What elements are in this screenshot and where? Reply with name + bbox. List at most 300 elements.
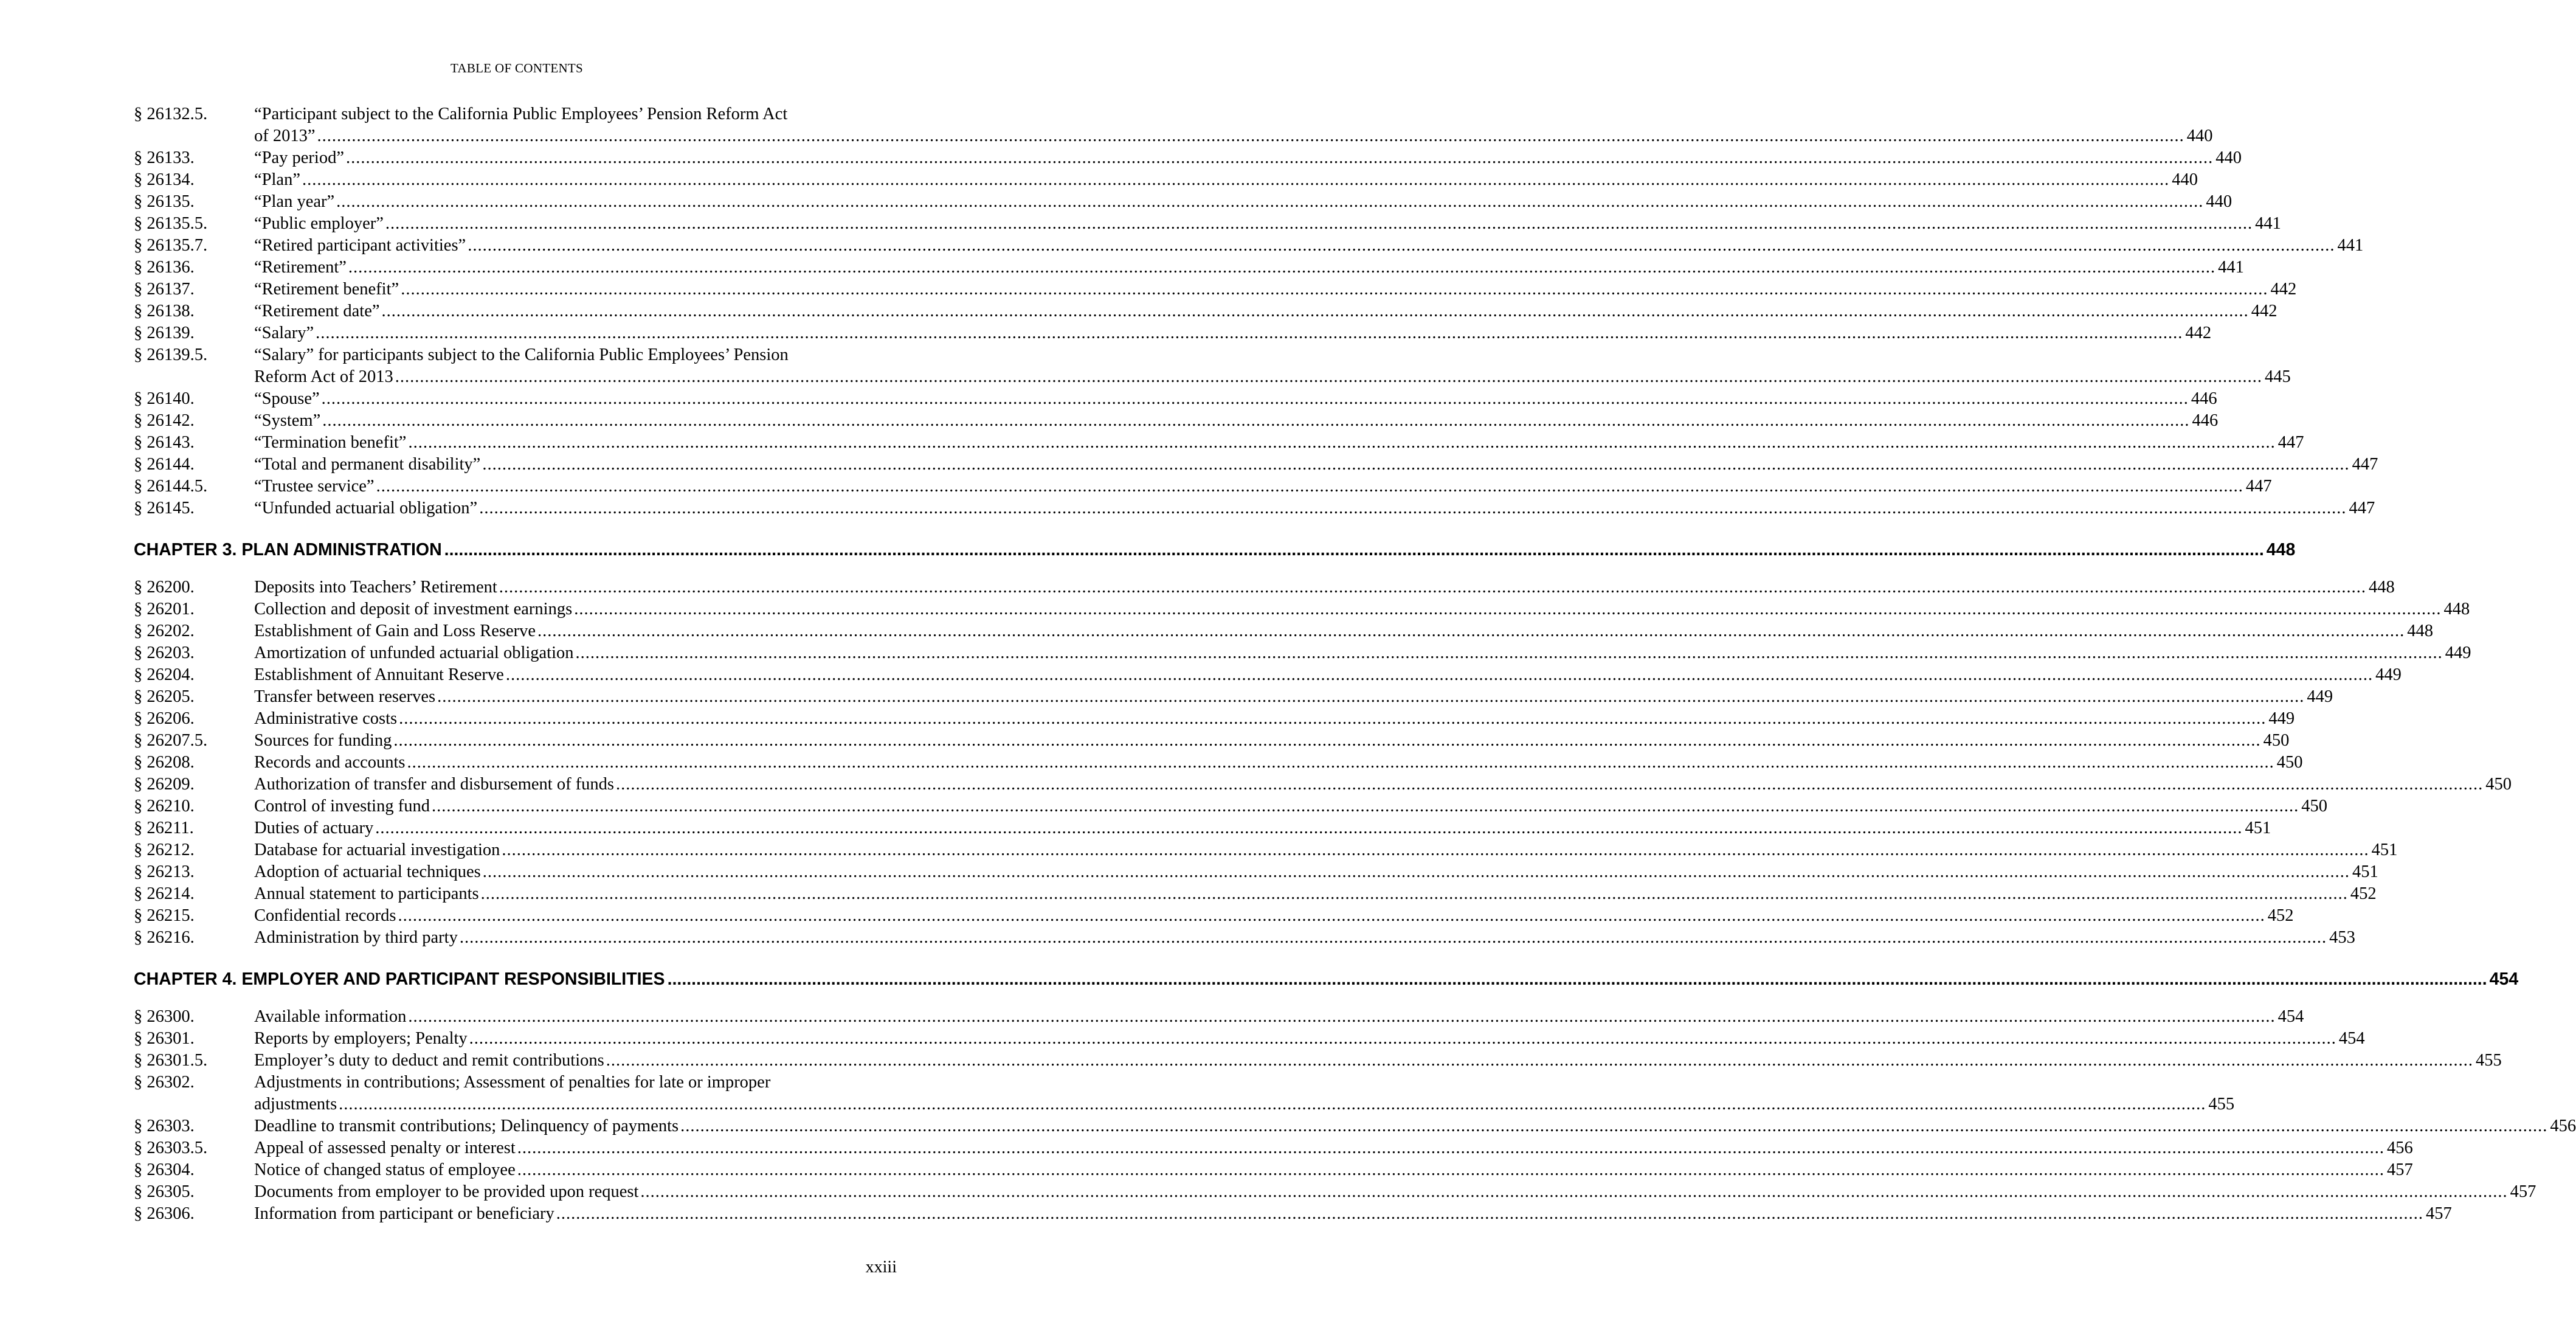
entry-line (254, 620, 2434, 642)
dot-leader: .......................................................................................................................................................................................................................................................................................................................................................................................... (517, 1160, 2384, 1179)
entry-page-number: 450 (2263, 731, 2290, 750)
section-number: § 26302. (134, 1073, 195, 1092)
entry-body (254, 1181, 2536, 1203)
entry-title: adjustments (254, 1095, 337, 1114)
entry-line (254, 300, 2277, 322)
entry-line (254, 1028, 2365, 1050)
toc-entry[interactable] (134, 279, 2297, 300)
entry-line (254, 927, 2355, 949)
entry-page-number: 455 (2208, 1095, 2235, 1114)
spacer (134, 561, 897, 577)
entry-page-number: 448 (2407, 622, 2434, 640)
section-number: § 26201. (134, 600, 195, 619)
dot-leader: .......................................................................................................................................................................................................................................................................................................................................................................................... (468, 236, 2335, 255)
entry-line (254, 497, 2375, 519)
entry-title: Documents from employer to be provided upon request (254, 1182, 639, 1201)
section-number: § 26140. (134, 389, 195, 408)
dot-leader: .......................................................................................................................................................................................................................................................................................................................................................................................... (381, 302, 2249, 321)
entry-line (254, 664, 2402, 686)
entry-page-number: 457 (2426, 1204, 2452, 1223)
toc-entry[interactable] (134, 322, 2212, 344)
entry-line (254, 861, 2378, 883)
section-number: § 26207.5. (134, 731, 208, 750)
toc-entry[interactable] (134, 664, 2402, 686)
section-number: § 26135. (134, 192, 195, 211)
entry-body (254, 497, 2375, 519)
entry-title: Establishment of Gain and Loss Reserve (254, 622, 536, 640)
entry-page-number: 448 (2443, 600, 2470, 619)
entry-title: Deposits into Teachers’ Retirement (254, 578, 497, 597)
section-number: § 26132.5. (134, 105, 208, 123)
entry-body (254, 147, 2242, 169)
dot-leader: .......................................................................................................................................................................................................................................................................................................................................................................................... (398, 906, 2265, 925)
section-number: § 26138. (134, 302, 195, 321)
entry-title: Administration by third party (254, 928, 458, 947)
section-number: § 26145. (134, 499, 195, 518)
toc-entry[interactable] (134, 147, 2242, 169)
section-number: § 26134. (134, 170, 195, 189)
entry-title: Database for actuarial investigation (254, 841, 500, 859)
entry-line (254, 1203, 2452, 1225)
dot-leader: .......................................................................................................................................................................................................................................................................................................................................................................................... (502, 841, 2369, 859)
toc-entry[interactable] (134, 1115, 2576, 1137)
dot-leader: .......................................................................................................................................................................................................................................................................................................................................................................................... (480, 884, 2348, 903)
dot-leader: .......................................................................................................................................................................................................................................................................................................................................................................................... (317, 127, 2184, 145)
section-number: § 26306. (134, 1204, 195, 1223)
entry-body (254, 730, 2290, 752)
chapter-page-number: 454 (2489, 969, 2519, 989)
spacer (134, 949, 897, 968)
entry-line (254, 598, 2470, 620)
entry-line (254, 752, 2303, 774)
entry-line (254, 213, 2281, 235)
toc-entry[interactable] (134, 454, 2378, 476)
entry-page-number: 450 (2485, 775, 2512, 794)
entry-body (254, 905, 2294, 927)
toc-entry[interactable] (134, 598, 2470, 620)
dot-leader: .......................................................................................................................................................................................................................................................................................................................................................................................... (395, 367, 2263, 386)
entry-title: “Retirement date” (254, 302, 380, 321)
entry-line (254, 708, 2295, 730)
entry-page-number: 454 (2277, 1007, 2304, 1026)
toc-entry[interactable] (134, 796, 2327, 817)
entry-line (254, 730, 2290, 752)
section-number: § 26135.5. (134, 214, 208, 233)
entry-line (254, 1159, 2413, 1181)
entry-title: “Salary” (254, 324, 314, 342)
dot-leader: .......................................................................................................................................................................................................................................................................................................................................................................................... (606, 1051, 2473, 1070)
entry-page-number: 456 (2550, 1117, 2576, 1135)
entry-title: Authorization of transfer and disbursement of funds (254, 775, 615, 794)
dot-leader: .......................................................................................................................................................................................................................................................................................................................................................................................... (459, 928, 2327, 947)
entry-line (254, 169, 2198, 191)
entry-page-number: 440 (2206, 192, 2232, 211)
entry-line (254, 1137, 2413, 1159)
section-number: § 26144. (134, 455, 195, 474)
section-number: § 26209. (134, 775, 195, 794)
section-number: § 26214. (134, 884, 195, 903)
entry-title: “Pay period” (254, 148, 344, 167)
entry-page-number: 445 (2265, 367, 2291, 386)
entry-line (254, 686, 2333, 708)
toc-entry[interactable] (134, 300, 2277, 322)
entry-line (254, 642, 2471, 664)
section-number: § 26142. (134, 411, 195, 430)
section-number: § 26216. (134, 928, 195, 947)
section-number: § 26301.5. (134, 1051, 208, 1070)
entry-title: Collection and deposit of investment earnings (254, 600, 573, 619)
dot-leader: .......................................................................................................................................................................................................................................................................................................................................................................................... (336, 192, 2204, 211)
entry-page-number: 456 (2387, 1139, 2413, 1157)
entry-page-number: 450 (2276, 753, 2303, 772)
section-number: § 26133. (134, 148, 195, 167)
section-number: § 26206. (134, 709, 195, 728)
section-number: § 26200. (134, 578, 195, 597)
toc-entry[interactable] (134, 1072, 2235, 1115)
entry-line (254, 839, 2398, 861)
entry-page-number: 446 (2191, 389, 2217, 408)
entry-page-number: 441 (2255, 214, 2281, 233)
entry-page-number: 440 (2186, 127, 2213, 145)
section-number: § 26136. (134, 258, 195, 277)
entry-body (254, 103, 2213, 147)
spacer (134, 990, 897, 1006)
dot-leader: .......................................................................................................................................................................................................................................................................................................................................................................................... (348, 258, 2216, 277)
entry-title: Administrative costs (254, 709, 398, 728)
entry-page-number: 440 (2172, 170, 2198, 189)
entry-line (254, 905, 2294, 927)
dot-leader: .......................................................................................................................................................................................................................................................................................................................................................................................... (499, 578, 2367, 597)
entry-body (254, 279, 2297, 300)
entry-title: “Retirement” (254, 258, 347, 277)
toc-entry[interactable] (134, 1137, 2413, 1159)
toc-entry[interactable] (134, 620, 2434, 642)
toc-entry[interactable] (134, 686, 2333, 708)
entry-line (254, 817, 2271, 839)
entry-title: Amortization of unfunded actuarial obligation (254, 643, 574, 662)
dot-leader: .......................................................................................................................................................................................................................................................................................................................................................................................... (316, 324, 2183, 342)
entry-body (254, 883, 2377, 905)
section-number: § 26144.5. (134, 477, 208, 496)
entry-line (254, 322, 2212, 344)
entry-body (254, 1159, 2413, 1181)
toc-entry[interactable] (134, 1006, 2304, 1028)
entry-title: “Retirement benefit” (254, 280, 399, 299)
entry-body (254, 752, 2303, 774)
section-number: § 26304. (134, 1160, 195, 1179)
section-number: § 26213. (134, 862, 195, 881)
entry-line (254, 257, 2244, 279)
entry-body (254, 620, 2434, 642)
toc-entry[interactable] (134, 1028, 2365, 1050)
toc-entry[interactable] (134, 752, 2303, 774)
toc-entry[interactable] (134, 730, 2290, 752)
entry-title: Notice of changed status of employee (254, 1160, 516, 1179)
entry-title: Control of investing fund (254, 797, 430, 816)
entry-page-number: 450 (2301, 797, 2327, 816)
entry-body (254, 664, 2402, 686)
spacer (134, 519, 897, 539)
table-of-contents (134, 103, 2576, 1225)
entry-body (254, 169, 2198, 191)
entry-body (254, 708, 2295, 730)
entry-body (254, 577, 2395, 598)
entry-body (254, 817, 2271, 839)
section-number: § 26202. (134, 622, 195, 640)
entry-title: Appeal of assessed penalty or interest (254, 1139, 516, 1157)
dot-leader: .......................................................................................................................................................................................................................................................................................................................................................................................... (469, 1029, 2336, 1048)
entry-title: “Unfunded actuarial obligation” (254, 499, 478, 518)
entry-page-number: 446 (2192, 411, 2219, 430)
entry-title: “Retired participant activities” (254, 236, 466, 255)
entry-body (254, 1050, 2502, 1072)
entry-line (254, 191, 2232, 213)
dot-leader: .......................................................................................................................................................................................................................................................................................................................................................................................... (431, 797, 2299, 816)
toc-entry[interactable] (134, 1203, 2452, 1225)
entry-page-number: 440 (2215, 148, 2242, 167)
toc-entry[interactable] (134, 817, 2271, 839)
entry-title: Establishment of Annuitant Reserve (254, 665, 504, 684)
running-head: TABLE OF CONTENTS (450, 61, 584, 75)
entry-title: “Public employer” (254, 214, 384, 233)
entry-page-number: 457 (2386, 1160, 2413, 1179)
section-number: § 26137. (134, 280, 195, 299)
entry-title: “Total and permanent disability” (254, 455, 481, 474)
entry-body (254, 454, 2378, 476)
entry-title: Adoption of actuarial techniques (254, 862, 481, 881)
section-number: § 26303.5. (134, 1139, 208, 1157)
toc-entry[interactable] (134, 191, 2232, 213)
entry-page-number: 451 (2245, 819, 2271, 837)
dot-leader: .......................................................................................................................................................................................................................................................................................................................................................................................... (482, 455, 2350, 474)
dot-leader: .......................................................................................................................................................................................................................................................................................................................................................................................... (385, 214, 2253, 233)
entry-title-line: Adjustments in contributions; Assessment of penalties for late or improper (254, 1073, 771, 1092)
entry-title-line: “Participant subject to the California Public Employees’ Pension Reform Act (254, 105, 788, 123)
entry-body (254, 1072, 2235, 1115)
dot-leader: .......................................................................................................................................................................................................................................................................................................................................................................................... (444, 540, 2264, 560)
entry-page-number: 451 (2352, 862, 2378, 881)
toc-entry[interactable] (134, 388, 2217, 410)
dot-leader: .......................................................................................................................................................................................................................................................................................................................................................................................... (667, 969, 2487, 989)
entry-line (254, 1006, 2304, 1028)
toc-entry[interactable] (134, 1159, 2413, 1181)
entry-body (254, 432, 2304, 454)
toc-entry[interactable] (134, 883, 2377, 905)
entry-line (254, 1050, 2502, 1072)
entry-body (254, 598, 2470, 620)
section-number: § 26211. (134, 819, 194, 837)
section-number: § 26208. (134, 753, 195, 772)
entry-line (254, 454, 2378, 476)
section-number: § 26212. (134, 841, 195, 859)
toc-entry[interactable] (134, 344, 2291, 388)
entry-page-number: 442 (2185, 324, 2212, 342)
dot-leader: .......................................................................................................................................................................................................................................................................................................................................................................................... (575, 643, 2443, 662)
toc-entry[interactable] (134, 642, 2471, 664)
dot-leader: .......................................................................................................................................................................................................................................................................................................................................................................................... (537, 622, 2405, 640)
section-number: § 26139. (134, 324, 195, 342)
entry-body (254, 642, 2471, 664)
entry-body (254, 686, 2333, 708)
entry-page-number: 452 (2350, 884, 2377, 903)
section-number: § 26205. (134, 687, 195, 706)
toc-entry[interactable] (134, 476, 2272, 497)
entry-page-number: 452 (2267, 906, 2294, 925)
entry-body (254, 344, 2291, 388)
entry-title: “Plan year” (254, 192, 335, 211)
section-number: § 26300. (134, 1007, 195, 1026)
entry-title: “System” (254, 411, 321, 430)
dot-leader: .......................................................................................................................................................................................................................................................................................................................................................................................... (375, 819, 2243, 837)
section-number: § 26143. (134, 433, 195, 452)
toc-entry[interactable] (134, 927, 2355, 949)
entry-line (254, 366, 2291, 388)
entry-body (254, 257, 2244, 279)
section-number: § 26135.7. (134, 236, 208, 255)
entry-body (254, 410, 2219, 432)
toc-entry[interactable] (134, 432, 2304, 454)
entry-title: Information from participant or beneficiary (254, 1204, 554, 1223)
entry-page-number: 451 (2371, 841, 2398, 859)
toc-entry[interactable] (134, 774, 2512, 796)
entry-body (254, 235, 2364, 257)
entry-line (254, 883, 2377, 905)
entry-line (254, 1094, 2235, 1115)
entry-title: Duties of actuary (254, 819, 374, 837)
chapter-page-number: 448 (2266, 540, 2296, 560)
entry-body (254, 322, 2212, 344)
entry-body (254, 927, 2355, 949)
dot-leader: .......................................................................................................................................................................................................................................................................................................................................................................................... (680, 1117, 2548, 1135)
entry-page-number: 449 (2307, 687, 2333, 706)
dot-leader: .......................................................................................................................................................................................................................................................................................................................................................................................... (574, 600, 2442, 619)
dot-leader: .......................................................................................................................................................................................................................................................................................................................................................................................... (505, 665, 2374, 684)
entry-line (254, 796, 2327, 817)
entry-title: Records and accounts (254, 753, 406, 772)
entry-title: Transfer between reserves (254, 687, 436, 706)
toc-entry[interactable] (134, 235, 2364, 257)
dot-leader: .......................................................................................................................................................................................................................................................................................................................................................................................... (517, 1139, 2384, 1157)
entry-body (254, 774, 2512, 796)
toc-entry[interactable] (134, 577, 2395, 598)
toc-entry[interactable] (134, 497, 2375, 519)
entry-page-number: 457 (2510, 1182, 2536, 1201)
chapter-heading[interactable] (134, 539, 2296, 561)
section-number: § 26301. (134, 1029, 195, 1048)
entry-line (254, 235, 2364, 257)
dot-leader: .......................................................................................................................................................................................................................................................................................................................................................................................... (640, 1182, 2508, 1201)
entry-line (254, 476, 2272, 497)
chapter-title: CHAPTER 4. EMPLOYER AND PARTICIPANT RESPONSIBILITIES (134, 969, 665, 989)
entry-page-number: 447 (2245, 477, 2272, 496)
entry-page-number: 449 (2375, 665, 2402, 684)
entry-body (254, 476, 2272, 497)
section-number: § 26305. (134, 1182, 195, 1201)
entry-title: “Trustee service” (254, 477, 375, 496)
toc-entry[interactable] (134, 1181, 2536, 1203)
chapter-title: CHAPTER 3. PLAN ADMINISTRATION (134, 540, 442, 560)
dot-leader: .......................................................................................................................................................................................................................................................................................................................................................................................... (479, 499, 2347, 518)
dot-leader: .......................................................................................................................................................................................................................................................................................................................................................................................... (399, 709, 2267, 728)
toc-entry[interactable] (134, 1050, 2502, 1072)
toc-entry[interactable] (134, 410, 2219, 432)
toc-entry[interactable] (134, 905, 2294, 927)
toc-entry[interactable] (134, 169, 2198, 191)
section-number: § 26210. (134, 797, 195, 816)
dot-leader: .......................................................................................................................................................................................................................................................................................................................................................................................... (556, 1204, 2424, 1223)
entry-page-number: 442 (2270, 280, 2297, 299)
entry-line (254, 388, 2217, 410)
entry-title: of 2013” (254, 127, 316, 145)
dot-leader: .......................................................................................................................................................................................................................................................................................................................................................................................... (393, 731, 2261, 750)
section-number: § 26203. (134, 643, 195, 662)
section-number: § 26204. (134, 665, 195, 684)
toc-entry[interactable] (134, 257, 2244, 279)
entry-body (254, 300, 2277, 322)
entry-line (254, 774, 2512, 796)
entry-page-number: 454 (2338, 1029, 2365, 1048)
entry-body (254, 1115, 2576, 1137)
section-number: § 26139.5. (134, 345, 208, 364)
entry-line (254, 410, 2219, 432)
entry-title: Employer’s duty to deduct and remit contributions (254, 1051, 604, 1070)
entry-body (254, 191, 2232, 213)
entry-title: Annual statement to participants (254, 884, 479, 903)
entry-title: “Spouse” (254, 389, 320, 408)
entry-body (254, 861, 2378, 883)
dot-leader: .......................................................................................................................................................................................................................................................................................................................................................................................... (408, 433, 2276, 452)
entry-page-number: 447 (2349, 499, 2375, 518)
entry-line (254, 279, 2297, 300)
entry-line (254, 1181, 2536, 1203)
entry-line (254, 1115, 2576, 1137)
entry-title: Reform Act of 2013 (254, 367, 393, 386)
entry-title: Reports by employers; Penalty (254, 1029, 468, 1048)
toc-entry[interactable] (134, 861, 2378, 883)
entry-line (254, 432, 2304, 454)
section-number: § 26215. (134, 906, 195, 925)
entry-body (254, 1028, 2365, 1050)
entry-line (254, 147, 2242, 169)
page-number: xxiii (865, 1258, 897, 1277)
entry-body (254, 1137, 2413, 1159)
entry-title: Sources for funding (254, 731, 392, 750)
entry-page-number: 453 (2329, 928, 2355, 947)
entry-page-number: 441 (2337, 236, 2364, 255)
dot-leader: .......................................................................................................................................................................................................................................................................................................................................................................................... (407, 753, 2274, 772)
entry-body (254, 839, 2398, 861)
entry-title: “Plan” (254, 170, 300, 189)
entry-body (254, 796, 2327, 817)
toc-entry[interactable] (134, 213, 2281, 235)
entry-page-number: 449 (2268, 709, 2295, 728)
toc-entry[interactable] (134, 103, 2213, 147)
entry-title: Confidential records (254, 906, 396, 925)
dot-leader: .......................................................................................................................................................................................................................................................................................................................................................................................... (339, 1095, 2206, 1114)
entry-page-number: 447 (2277, 433, 2304, 452)
entry-body (254, 213, 2281, 235)
toc-entry[interactable] (134, 708, 2295, 730)
dot-leader: .......................................................................................................................................................................................................................................................................................................................................................................................... (345, 148, 2214, 167)
toc-entry[interactable] (134, 839, 2398, 861)
chapter-heading[interactable] (134, 968, 2519, 990)
entry-title: Deadline to transmit contributions; Delinquency of payments (254, 1117, 679, 1135)
entry-page-number: 441 (2218, 258, 2244, 277)
entry-page-number: 447 (2352, 455, 2378, 474)
section-number: § 26303. (134, 1117, 195, 1135)
entry-page-number: 448 (2369, 578, 2395, 597)
entry-body (254, 1006, 2304, 1028)
